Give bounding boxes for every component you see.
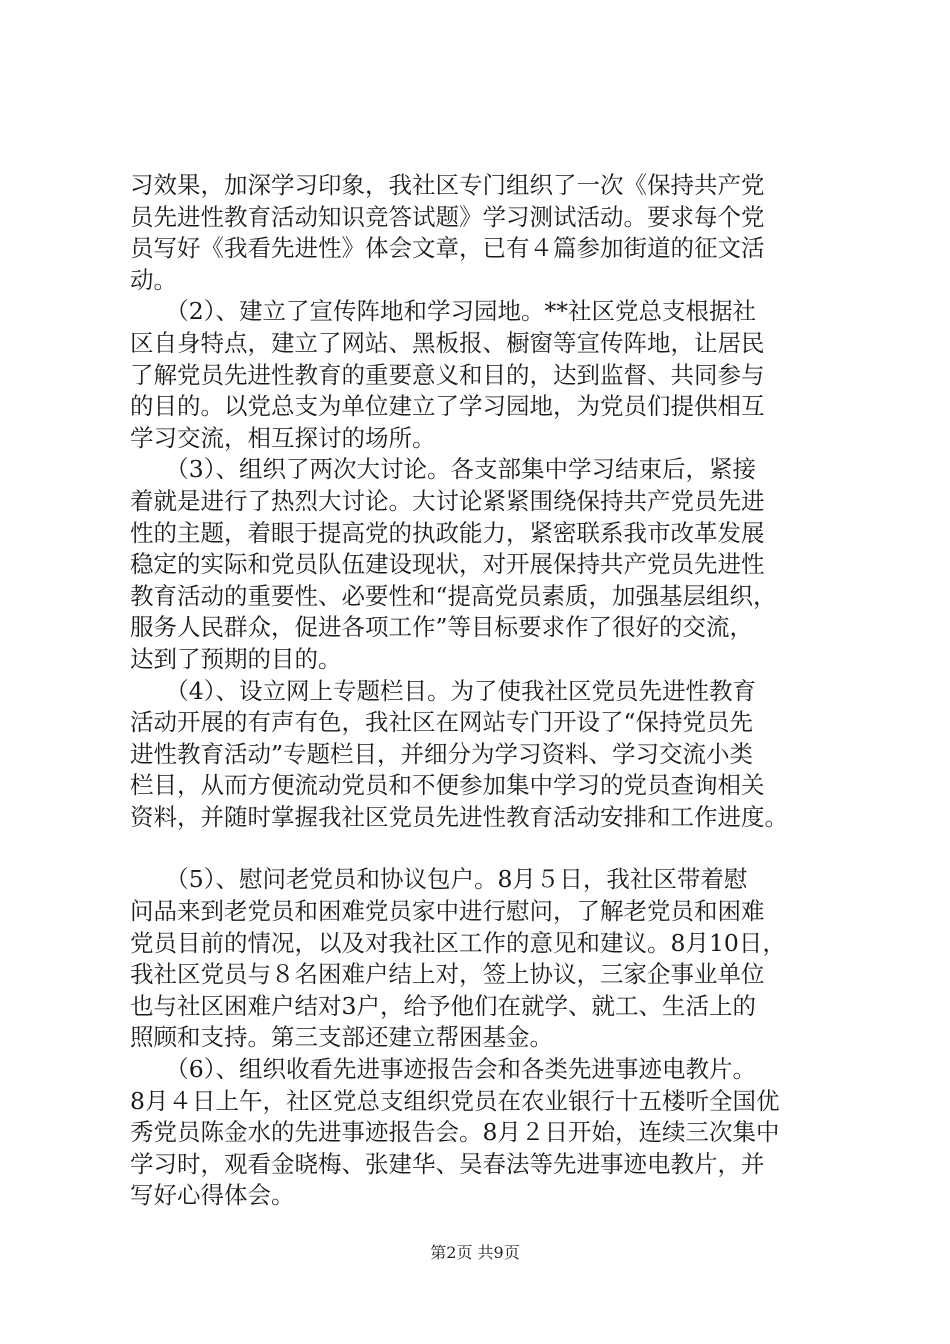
- text-line: 照顾和支持。第三支部还建立帮困基金。: [130, 1023, 553, 1052]
- text-line: 栏目，从而方便流动党员和不便参加集中学习的党员查询相关: [130, 771, 765, 800]
- text-line: 了解党员先进性教育的重要意义和目的，达到监督、共同参与: [130, 360, 765, 389]
- text-line: 教育活动的重要性、必要性和“提高党员素质，加强基层组织，: [130, 581, 777, 610]
- text-line: 稳定的实际和党员队伍建设现状，对开展保持共产党员先进性: [130, 550, 765, 579]
- text-line: 活动开展的有声有色，我社区在网站专门开设了“保持党员先: [130, 708, 754, 737]
- paragraph-gap: [130, 833, 830, 864]
- text-line: （2）、建立了宣传阵地和学习园地。**社区党总支根据社: [130, 297, 756, 326]
- text-line: （6）、组织收看先进事迹报告会和各类先进事迹电教片。: [130, 1055, 756, 1084]
- text-line: 资料，并随时掌握我社区党员先进性教育活动安排和工作进度。: [130, 802, 788, 831]
- text-line: 员写好《我看先进性》体会文章，已有４篇参加街道的征文活: [130, 234, 765, 263]
- page-number-footer: 第2页 共9页: [430, 1243, 520, 1262]
- text-line: 着就是进行了热烈大讨论。大讨论紧紧围绕保持共产党员先进: [130, 486, 765, 515]
- text-line: 写好心得体会。: [130, 1181, 295, 1210]
- text-line: 习效果，加深学习印象，我社区专门组织了一次《保持共产党: [130, 171, 765, 199]
- text-line: 动。: [130, 265, 177, 294]
- text-line: 的目的。以党总支为单位建立了学习园地，为党员们提供相互: [130, 392, 765, 421]
- text-line: 达到了预期的目的。: [130, 644, 342, 673]
- text-line: 学习交流，相互探讨的场所。: [130, 423, 436, 452]
- text-line: （4）、设立网上专题栏目。为了使我社区党员先进性教育: [130, 676, 756, 705]
- text-line: 服务人民群众，促进各项工作”等目标要求作了很好的交流，: [130, 613, 754, 642]
- text-line: 学习时，观看金晓梅、张建华、吴春法等先进事迹电教片，并: [130, 1149, 765, 1178]
- document-body: [130, 170, 830, 1212]
- text-line: 区自身特点，建立了网站、黑板报、橱窗等宣传阵地，让居民: [130, 328, 765, 357]
- text-line: 进性教育活动”专题栏目，并细分为学习资料、学习交流小类: [130, 739, 754, 768]
- text-line: （3）、组织了两次大讨论。各支部集中学习结束后，紧接: [130, 455, 756, 484]
- text-line: 员先进性教育活动知识竞答试题》学习测试活动。要求每个党: [130, 202, 765, 231]
- text-line: 也与社区困难户结对3户，给予他们在就学、就工、生活上的: [130, 991, 756, 1020]
- text-line: 我社区党员与８名困难户结上对，签上协议，三家企事业单位: [130, 960, 765, 989]
- text-line: 问品来到老党员和困难党员家中进行慰问，了解老党员和困难: [130, 897, 765, 926]
- text-line: 党员目前的情况，以及对我社区工作的意见和建议。8月10日，: [130, 928, 786, 957]
- text-line: （5）、慰问老党员和协议包户。8月５日，我社区带着慰: [130, 865, 748, 894]
- text-line: 8月４日上午，社区党总支组织党员在农业银行十五楼听全国优: [130, 1086, 780, 1115]
- text-line: 性的主题，着眼于提高党的执政能力，紧密联系我市改革发展: [130, 518, 765, 547]
- text-line: 秀党员陈金水的先进事迹报告会。8月２日开始，连续三次集中: [130, 1118, 780, 1147]
